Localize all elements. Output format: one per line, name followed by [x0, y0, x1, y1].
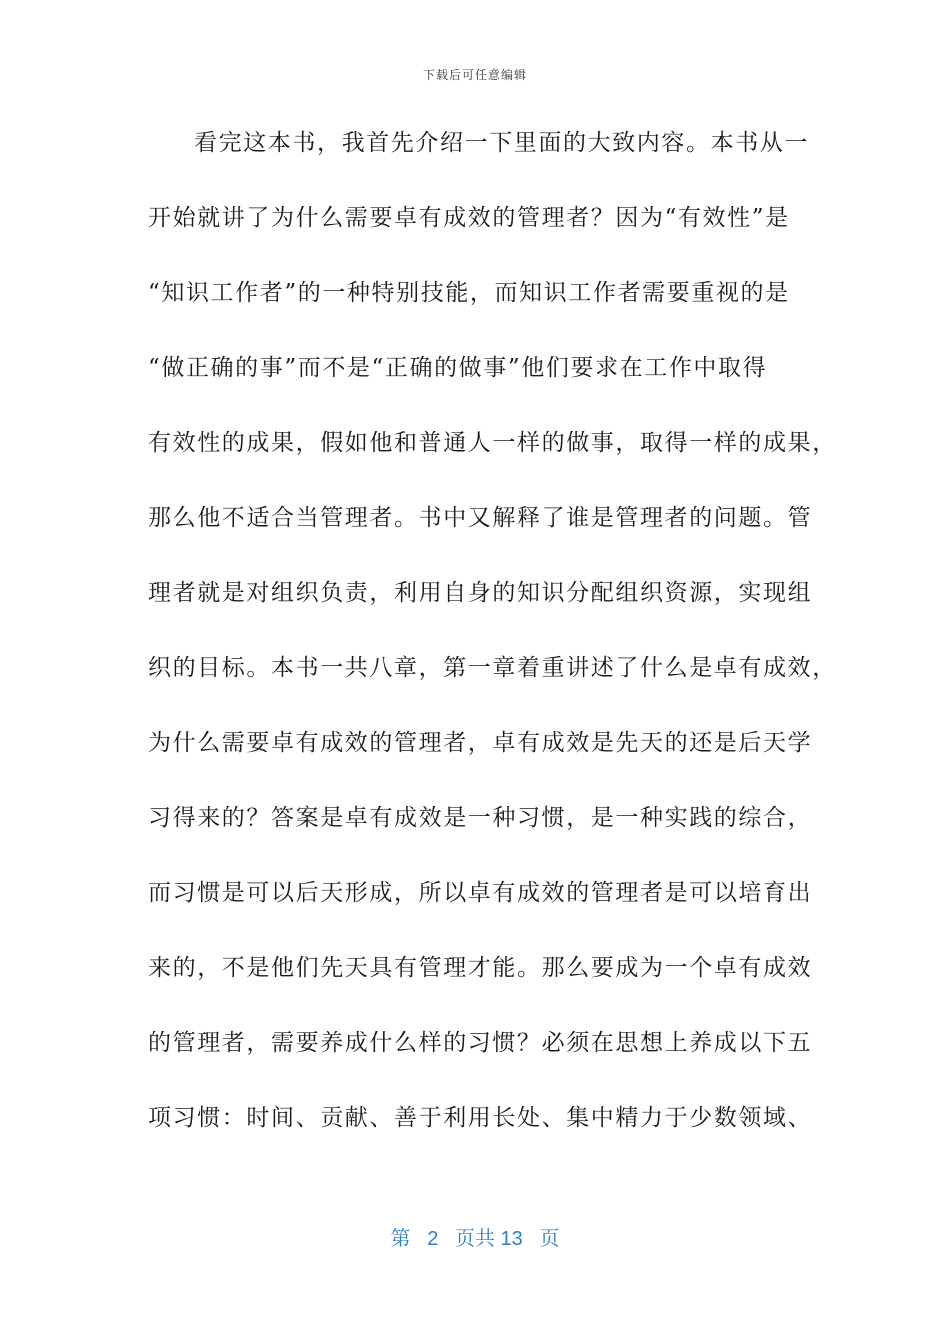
page-footer [0, 1222, 950, 1251]
paragraph-line: 习得来的？答案是卓有成效是一种习惯，是一种实践的综合， [148, 805, 813, 831]
paragraph-line: 有效性的成果，假如他和普通人一样的做事，取得一样的成果， [148, 430, 837, 456]
total-pages-number: 13 [500, 1228, 523, 1250]
body-text [148, 113, 837, 1163]
footer-suffix: 页 [539, 1228, 560, 1250]
paragraph-line: 那么他不适合当管理者。书中又解释了谁是管理者的问题。管 [148, 505, 813, 531]
paragraph-line: “知识工作者”的一种特别技能，而知识工作者需要重视的是 [148, 280, 790, 306]
paragraph-line: 来的，不是他们先天具有管理才能。那么要成为一个卓有成效 [148, 955, 813, 981]
paragraph-line: 的管理者，需要养成什么样的习惯？必须在思想上养成以下五 [148, 1030, 813, 1056]
footer-prefix: 第 [390, 1228, 411, 1250]
paragraph-line: “做正确的事”而不是“正确的做事”他们要求在工作中取得 [148, 355, 768, 381]
paragraph-line: 织的目标。本书一共八章，第一章着重讲述了什么是卓有成效， [148, 655, 837, 681]
page-header: 下载后可任意编辑 [422, 68, 527, 82]
footer-middle: 页共 [454, 1228, 495, 1250]
paragraph-line: 看完这本书，我首先介绍一下里面的大致内容。本书从一 [194, 130, 809, 156]
paragraph-line: 项习惯：时间、贡献、善于利用长处、集中精力于少数领域、 [148, 1105, 813, 1131]
paragraph-line: 理者就是对组织负责，利用自身的知识分配组织资源，实现组 [148, 580, 813, 606]
paragraph-line: 为什么需要卓有成效的管理者，卓有成效是先天的还是后天学 [148, 730, 813, 756]
paragraph-line: 而习惯是可以后天形成，所以卓有成效的管理者是可以培育出 [148, 880, 813, 906]
paragraph-line: 开始就讲了为什么需要卓有成效的管理者？因为“有效性”是 [148, 205, 790, 231]
current-page-number: 2 [427, 1228, 439, 1250]
